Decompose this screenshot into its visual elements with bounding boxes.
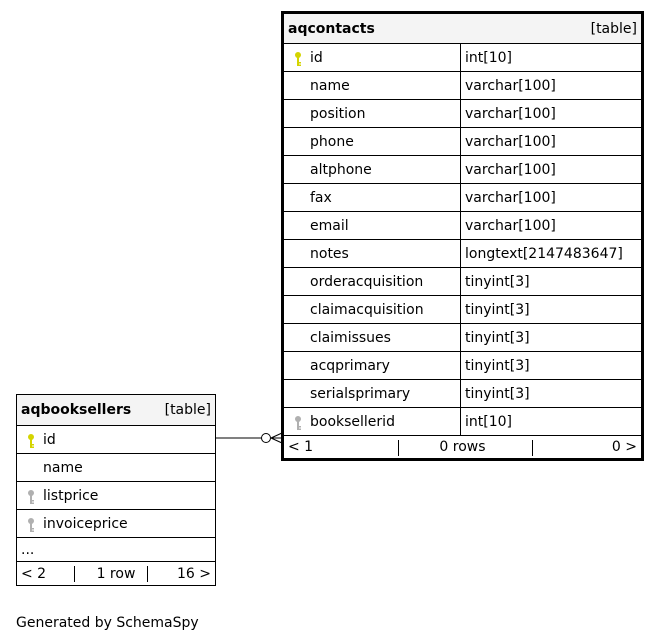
row-count: 1 row <box>96 565 136 582</box>
column-name: altphone <box>283 156 461 184</box>
column-name: phone <box>283 128 461 156</box>
column-type: longtext[2147483647] <box>461 240 643 268</box>
column-type: int[10] <box>461 408 643 436</box>
column-type: varchar[100] <box>461 184 643 212</box>
column-name: orderacquisition <box>283 268 461 296</box>
column-name: email <box>283 212 461 240</box>
row-count: 0 rows <box>439 439 486 455</box>
column-type: int[10] <box>461 44 643 72</box>
crowfoot-upper <box>271 433 282 438</box>
zero-optional-marker <box>262 434 271 443</box>
children-count[interactable]: 16 > <box>176 565 211 582</box>
column-name: id <box>17 426 216 454</box>
table-type: [table] <box>590 20 637 37</box>
column-type: tinyint[3] <box>461 324 643 352</box>
parents-count[interactable]: < 2 <box>21 565 47 582</box>
column-name: id <box>283 44 461 72</box>
column-type: varchar[100] <box>461 128 643 156</box>
column-name: invoiceprice <box>17 510 216 538</box>
table-name: aqcontacts <box>288 20 375 37</box>
column-name: name <box>17 454 216 482</box>
column-type: varchar[100] <box>461 100 643 128</box>
column-name: name <box>283 72 461 100</box>
column-name: claimissues <box>283 324 461 352</box>
column-name: listprice <box>17 482 216 510</box>
table-name: aqbooksellers <box>21 402 132 418</box>
column-name: booksellerid <box>283 408 461 436</box>
column-name: claimacquisition <box>283 296 461 324</box>
column-type: varchar[100] <box>461 212 643 240</box>
column-type: varchar[100] <box>461 156 643 184</box>
more-columns: ... <box>17 538 216 562</box>
column-name: position <box>283 100 461 128</box>
column-name: serialsprimary <box>283 380 461 408</box>
column-type: tinyint[3] <box>461 380 643 408</box>
children-count[interactable]: 0 > <box>611 439 637 455</box>
parents-count[interactable]: < 1 <box>288 439 314 455</box>
column-type: varchar[100] <box>461 72 643 100</box>
crowfoot-lower <box>271 438 282 443</box>
column-type: tinyint[3] <box>461 296 643 324</box>
table-type: [table] <box>164 402 211 418</box>
column-name: fax <box>283 184 461 212</box>
generated-by-label: Generated by SchemaSpy <box>16 615 199 631</box>
column-type: tinyint[3] <box>461 352 643 380</box>
column-name: acqprimary <box>283 352 461 380</box>
column-type: tinyint[3] <box>461 268 643 296</box>
column-name: notes <box>283 240 461 268</box>
